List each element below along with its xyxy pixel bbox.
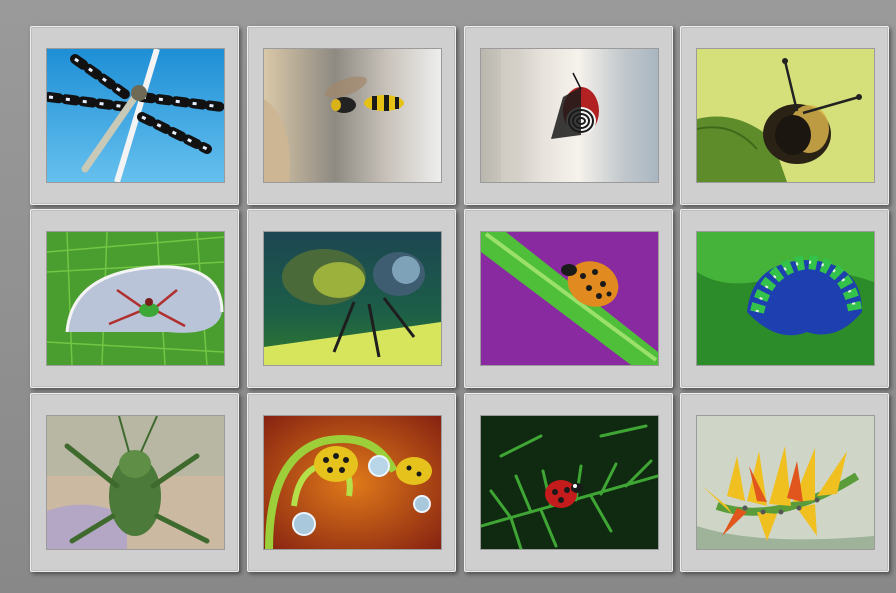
butterfly-icon [480, 48, 659, 183]
gallery-tile-dragonfly-closeup[interactable] [247, 209, 456, 388]
gallery-tile-grasshopper[interactable] [30, 393, 239, 572]
gallery-tile-dragonfly[interactable] [30, 26, 239, 205]
grasshopper-icon [46, 415, 225, 550]
gallery-tile-spiky-caterpillar[interactable] [680, 393, 889, 572]
dragonfly-icon [46, 48, 225, 183]
spiky-caterpillar-icon [696, 415, 875, 550]
spider-icon [46, 231, 225, 366]
wasp-icon [263, 48, 442, 183]
gallery-tile-bumblebee[interactable] [680, 26, 889, 205]
ladybugs-with-dewdrops-icon [263, 415, 442, 550]
ladybug-on-stem-icon [480, 231, 659, 366]
gallery-tile-ladybug-pine[interactable] [464, 393, 673, 572]
bumblebee-icon [696, 48, 875, 183]
gallery-tile-ladybugs-dew[interactable] [247, 393, 456, 572]
gallery-tile-spider[interactable] [30, 209, 239, 388]
gallery-tile-wasp[interactable] [247, 26, 456, 205]
gallery-tile-ladybug-stem[interactable] [464, 209, 673, 388]
dragonfly-closeup-icon [263, 231, 442, 366]
ladybug-on-pine-icon [480, 415, 659, 550]
caterpillar-icon [696, 231, 875, 366]
gallery-tile-caterpillar[interactable] [680, 209, 889, 388]
gallery-tile-butterfly[interactable] [464, 26, 673, 205]
